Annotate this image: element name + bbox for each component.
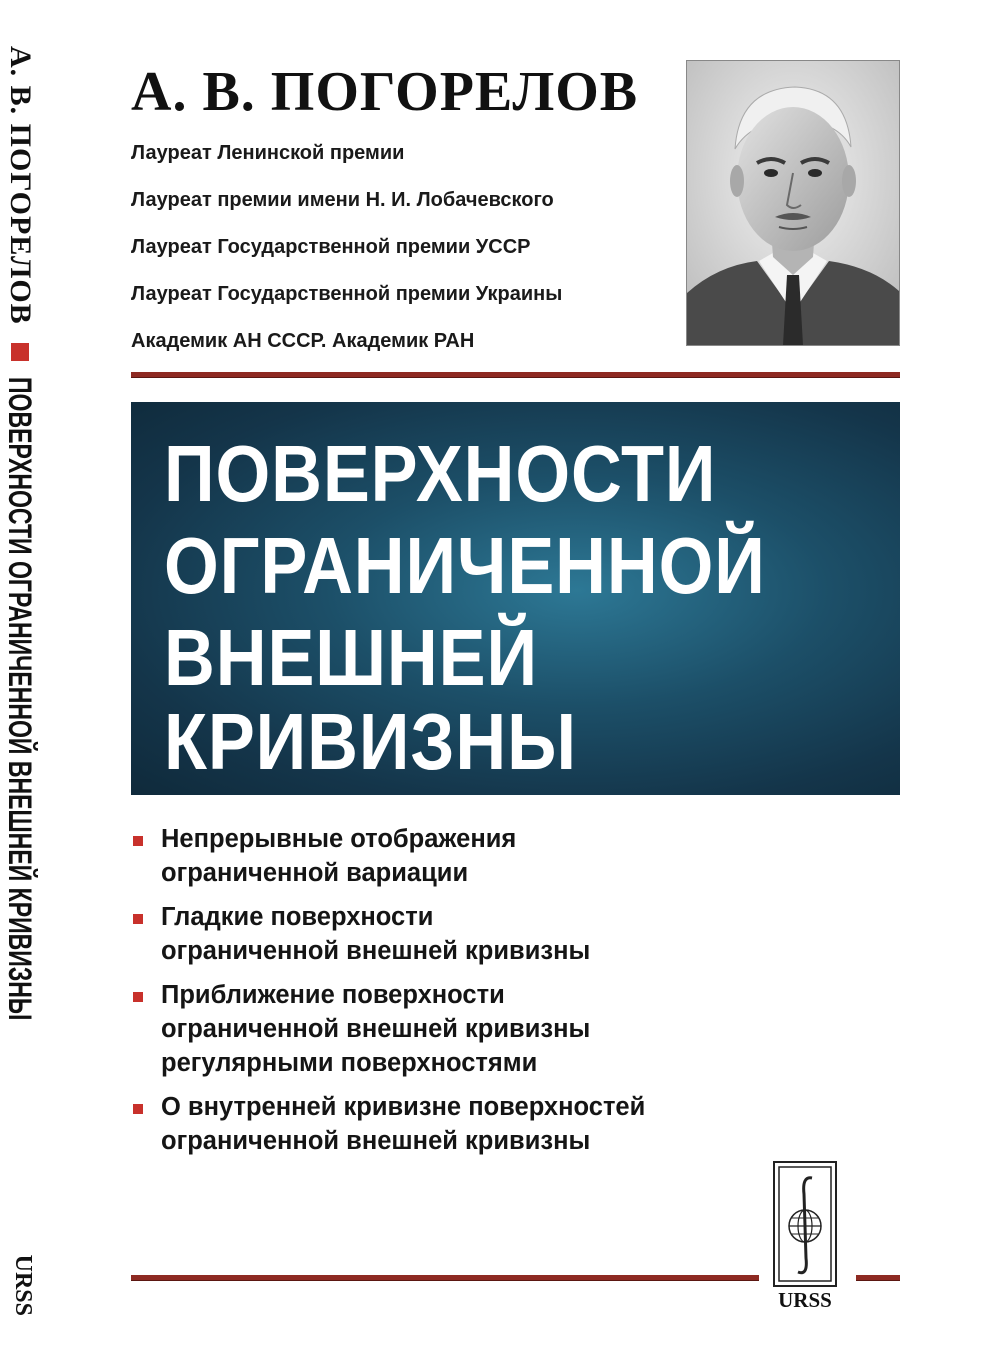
title-line: ПОВЕРХНОСТИ [164, 429, 717, 518]
list-item [131, 978, 771, 1080]
list-item-line: О внутренней кривизне поверхностей [161, 1093, 646, 1121]
bullet-square-icon [133, 1104, 143, 1114]
list-item-line: ограниченной внешней кривизны [161, 937, 591, 965]
list-item [131, 900, 771, 968]
spine-author: А. В. ПОГОРЕЛОВ [4, 46, 37, 325]
laureate-list [131, 140, 562, 375]
bullet-square-icon [133, 914, 143, 924]
title-panel [131, 402, 900, 795]
portrait-illustration [687, 61, 899, 345]
list-item-line: регулярными поверхностями [161, 1049, 538, 1077]
laureate-item: Лауреат Государственной премии УССР [131, 236, 531, 258]
contents-list [131, 822, 771, 1168]
laureate-item: Лауреат премии имени Н. И. Лобачевского [131, 189, 554, 211]
list-item-line: Приближение поверхности [161, 981, 505, 1009]
spine-publisher: URSS [10, 1254, 36, 1316]
laureate-item: Лауреат Государственной премии Украины [131, 283, 563, 305]
bottom-divider-right [856, 1275, 900, 1280]
list-item-line: ограниченной внешней кривизны [161, 1015, 591, 1043]
spine-square-icon [11, 343, 29, 361]
author-portrait [686, 60, 900, 346]
title-line: КРИВИЗНЫ [164, 697, 577, 786]
list-item-line: ограниченной внешней кривизны [161, 1127, 591, 1155]
title-line: ОГРАНИЧЕННОЙ [164, 521, 766, 610]
book-spine [0, 0, 44, 1371]
laureate-item: Академик АН СССР. Академик РАН [131, 330, 475, 352]
author-name: А. В. ПОГОРЕЛОВ [131, 61, 639, 123]
urss-logo-icon [768, 1160, 842, 1288]
bottom-divider-left [131, 1275, 759, 1280]
list-item [131, 1090, 771, 1158]
title-line: ВНЕШНЕЙ [164, 613, 538, 702]
list-item-line: Гладкие поверхности [161, 903, 434, 931]
laureate-item: Лауреат Ленинской премии [131, 142, 405, 164]
spine-text [0, 46, 40, 1336]
spine-title: ПОВЕРХНОСТИ ОГРАНИЧЕННОЙ ВНЕШНЕЙ КРИВИЗНЫ [2, 376, 39, 1021]
list-item-line: Непрерывные отображения [161, 825, 517, 853]
list-item-line: ограниченной вариации [161, 859, 469, 887]
publisher-name: URSS [778, 1288, 832, 1312]
list-item [131, 822, 771, 890]
top-divider [131, 372, 900, 377]
bullet-square-icon [133, 992, 143, 1002]
bullet-square-icon [133, 836, 143, 846]
